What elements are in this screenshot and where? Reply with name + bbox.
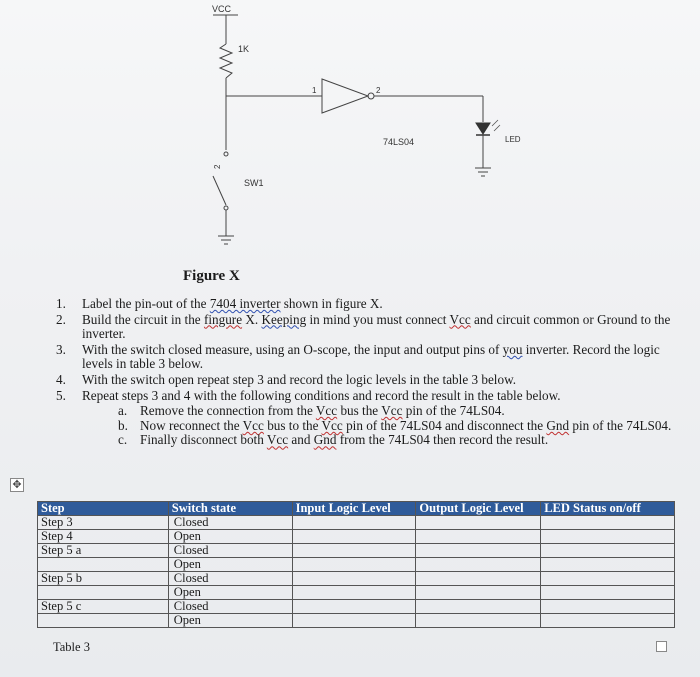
column-header: Step — [38, 502, 169, 516]
led-label: LED — [505, 135, 521, 144]
flagged-word: 7404 inverter — [209, 296, 281, 311]
sub-step-letter: b. — [118, 417, 128, 433]
column-header: Output Logic Level — [416, 502, 541, 516]
column-header: Switch state — [168, 502, 292, 516]
sub-step — [52, 433, 692, 448]
switch-state-cell[interactable]: Open — [168, 558, 292, 572]
flagged-word: Gnd — [546, 417, 570, 433]
instruction-step — [52, 389, 692, 404]
input-level-cell[interactable] — [292, 572, 416, 586]
text-run: With the switch closed measure, using an O-scope, the input and output pins of — [82, 341, 503, 357]
switch-contact-top — [224, 152, 228, 156]
input-level-cell[interactable] — [292, 516, 416, 530]
table-row — [38, 586, 675, 600]
switch-state-cell[interactable]: Closed — [168, 544, 292, 558]
text-run: bus the — [337, 403, 382, 419]
text-run: pin of the 74LS04. — [402, 403, 505, 419]
step-number: 5. — [56, 387, 66, 403]
output-level-cell[interactable] — [416, 572, 541, 586]
text-run: X. — [242, 311, 262, 327]
switch-state-cell[interactable]: Open — [168, 586, 292, 600]
text-run: pin of the 74LS04. — [569, 417, 672, 433]
chip-label: 74LS04 — [383, 137, 415, 147]
input-level-cell[interactable] — [292, 586, 416, 600]
led-arrow-1 — [492, 120, 498, 126]
led-status-cell[interactable] — [541, 558, 675, 572]
switch-state-cell[interactable]: Closed — [168, 572, 292, 586]
output-level-cell[interactable] — [416, 586, 541, 600]
flagged-word: Vcc — [315, 403, 338, 419]
output-level-cell[interactable] — [416, 558, 541, 572]
led-symbol — [476, 123, 490, 134]
flagged-word: Vcc — [321, 417, 343, 433]
sub-step-letter: c. — [118, 432, 128, 448]
flagged-word: Gnd — [313, 432, 337, 448]
flagged-word: Vcc — [266, 432, 289, 448]
vcc-label: VCC — [212, 4, 232, 14]
switch-contact-bottom — [224, 206, 228, 210]
table-row — [38, 572, 675, 586]
text-run: from the 74LS04 then record the result. — [336, 432, 549, 448]
text-run: Now reconnect the — [140, 417, 243, 433]
inverter-symbol — [322, 79, 368, 113]
instruction-step — [52, 313, 692, 342]
led-status-cell[interactable] — [541, 544, 675, 558]
flagged-word: you — [502, 341, 523, 357]
inverter-pin-in: 1 — [312, 86, 317, 95]
switch-pin: 2 — [213, 164, 222, 169]
inverter-pin-out: 2 — [376, 86, 381, 95]
step-cell[interactable]: Step 5 a — [38, 544, 169, 558]
sub-step — [52, 419, 692, 434]
step-number: 4. — [56, 371, 66, 387]
led-status-cell[interactable] — [541, 516, 675, 530]
step-cell[interactable]: Step 4 — [38, 530, 169, 544]
switch-state-cell[interactable]: Open — [168, 530, 292, 544]
step-number: 3. — [56, 341, 66, 357]
table-move-handle-icon[interactable]: ✥ — [10, 478, 24, 492]
table-header-row — [38, 502, 675, 516]
step-cell[interactable]: Step 3 — [38, 516, 169, 530]
led-status-cell[interactable] — [541, 572, 675, 586]
switch-lever — [213, 176, 226, 205]
circuit-schematic — [0, 0, 700, 270]
text-run: in mind you must connect — [306, 311, 450, 327]
input-level-cell[interactable] — [292, 614, 416, 628]
table-row — [38, 544, 675, 558]
switch-state-cell[interactable]: Closed — [168, 600, 292, 614]
resistor-symbol — [220, 44, 232, 78]
output-level-cell[interactable] — [416, 614, 541, 628]
led-arrow-2 — [494, 125, 500, 131]
step-number: 2. — [56, 311, 66, 327]
switch-state-cell[interactable]: Closed — [168, 516, 292, 530]
led-status-cell[interactable] — [541, 600, 675, 614]
results-table — [37, 501, 675, 628]
column-header: Input Logic Level — [292, 502, 416, 516]
sub-step — [52, 404, 692, 419]
led-status-cell[interactable] — [541, 530, 675, 544]
step-cell[interactable] — [38, 586, 169, 600]
step-cell[interactable] — [38, 558, 169, 572]
input-level-cell[interactable] — [292, 558, 416, 572]
step-cell[interactable]: Step 5 b — [38, 572, 169, 586]
instructions-list — [52, 297, 692, 448]
text-run: Label the pin-out of the — [82, 296, 210, 311]
table-row — [38, 530, 675, 544]
text-run: shown in figure X. — [280, 296, 383, 311]
instruction-step — [52, 343, 692, 372]
switch-state-cell[interactable]: Open — [168, 614, 292, 628]
table-caption: Table 3 — [53, 640, 90, 654]
switch-label: SW1 — [244, 178, 264, 188]
output-level-cell[interactable] — [416, 544, 541, 558]
flagged-word: Vcc — [242, 417, 264, 433]
sub-step-letter: a. — [118, 403, 128, 419]
text-run: Finally disconnect both — [140, 432, 267, 448]
output-level-cell[interactable] — [416, 530, 541, 544]
table-row — [38, 614, 675, 628]
output-level-cell[interactable] — [416, 600, 541, 614]
led-status-cell[interactable] — [541, 586, 675, 600]
text-run: Repeat steps 3 and 4 with the following conditions and record the result in the table below. — [82, 387, 561, 403]
flagged-word: Vcc — [449, 311, 471, 327]
table-row — [38, 558, 675, 572]
text-run: Remove the connection from the — [140, 403, 316, 419]
text-run: bus to the — [263, 417, 322, 433]
table-row — [38, 516, 675, 530]
text-run: inverter. Record the logic levels in table 3 below. — [82, 341, 660, 372]
step-cell[interactable]: Step 5 c — [38, 600, 169, 614]
step-cell[interactable] — [38, 614, 169, 628]
text-run: Build the circuit in the — [82, 311, 204, 327]
input-level-cell[interactable] — [292, 600, 416, 614]
input-level-cell[interactable] — [292, 530, 416, 544]
step-number: 1. — [56, 296, 66, 311]
text-run: and — [288, 432, 314, 448]
led-status-cell[interactable] — [541, 614, 675, 628]
text-run: With the switch open repeat step 3 and record the logic levels in the table 3 below. — [82, 371, 517, 387]
text-run: pin of the 74LS04 and disconnect the — [342, 417, 547, 433]
flagged-word: Vcc — [381, 403, 403, 419]
flagged-word: fingure — [203, 311, 243, 327]
instruction-step — [52, 373, 692, 388]
input-level-cell[interactable] — [292, 544, 416, 558]
text-run: and circuit common or Ground to the inverter. — [82, 311, 671, 342]
output-level-cell[interactable] — [416, 516, 541, 530]
resistor-label: 1K — [238, 44, 250, 54]
figure-caption: Figure X — [183, 268, 240, 284]
table-row — [38, 600, 675, 614]
instruction-step — [52, 297, 692, 312]
flagged-word: Keeping — [261, 311, 307, 327]
column-header: LED Status on/off — [541, 502, 675, 516]
table-resize-handle[interactable] — [656, 641, 667, 652]
